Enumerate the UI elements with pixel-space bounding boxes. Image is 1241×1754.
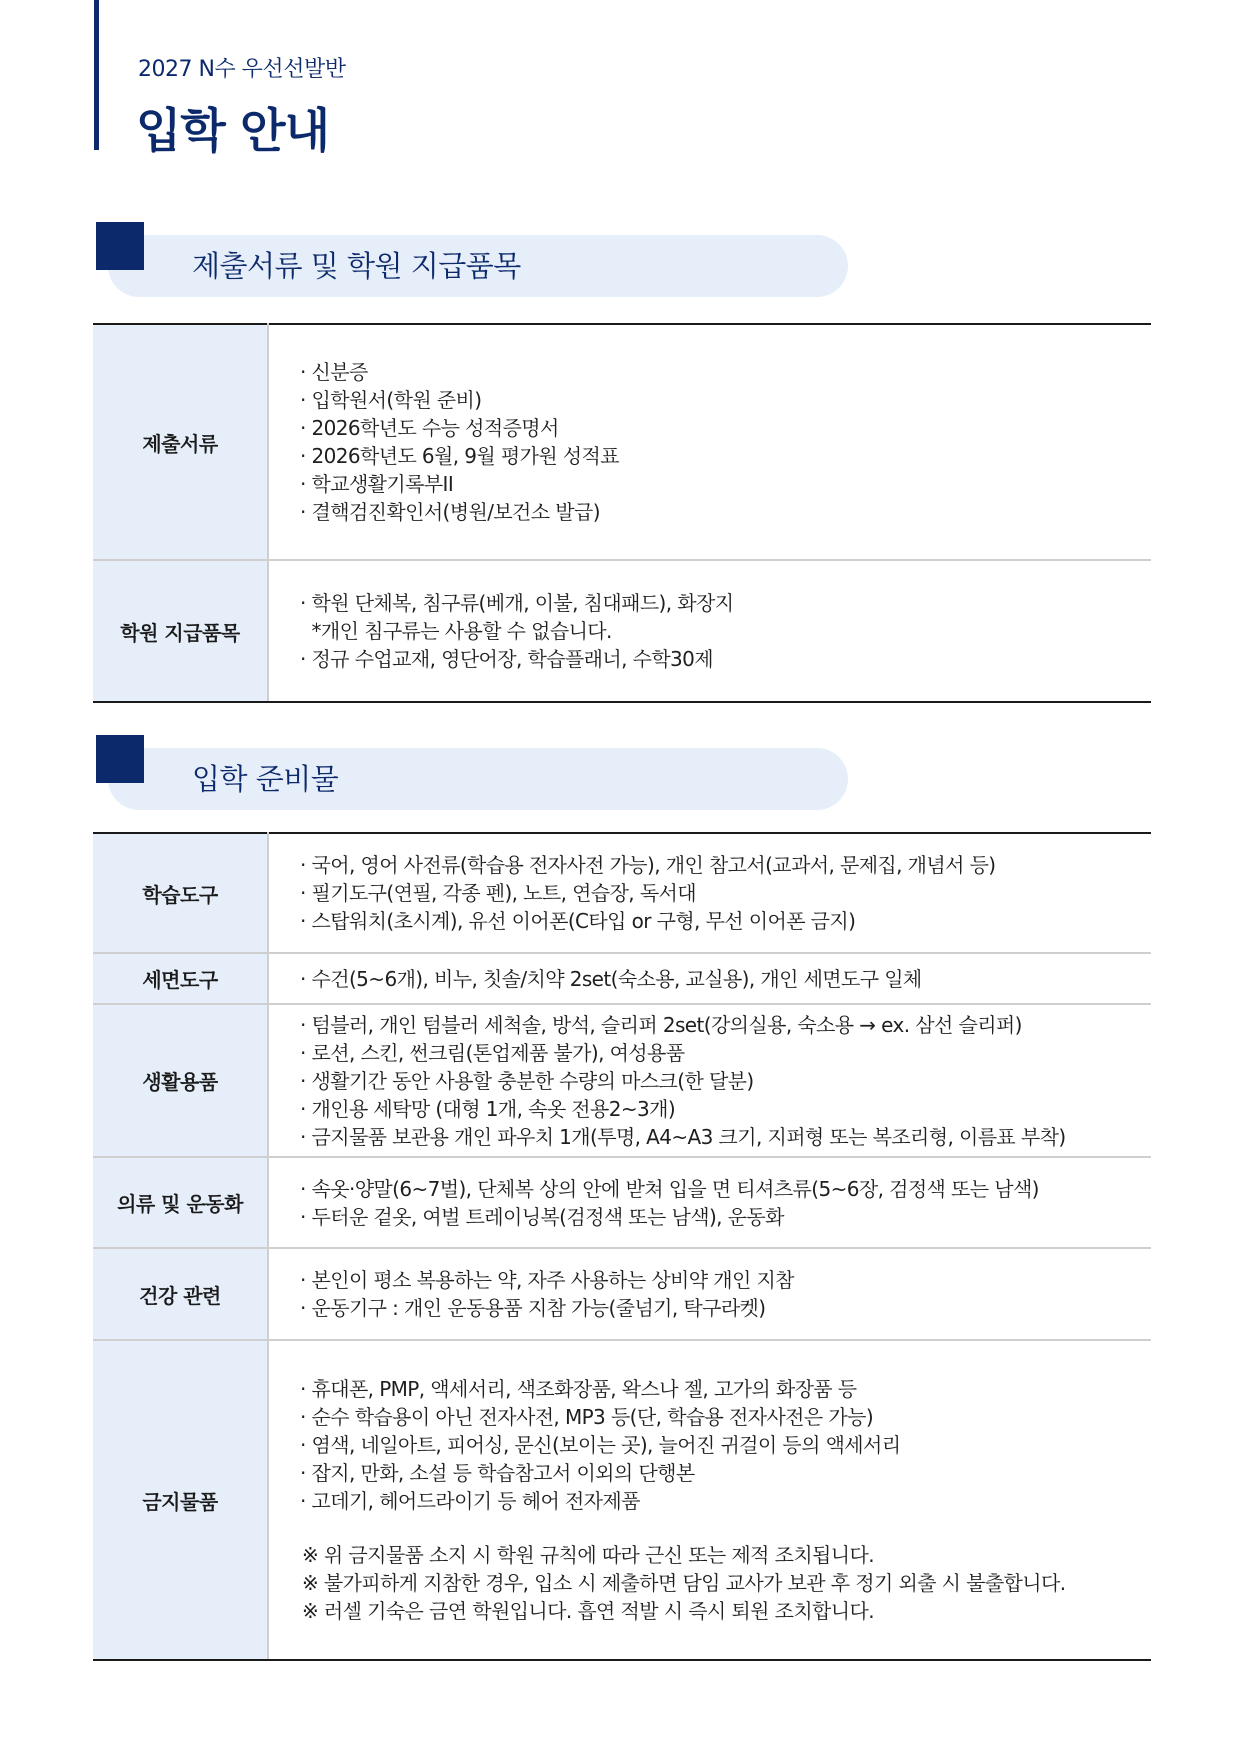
list-item: · 신분증 [300,360,368,384]
section-header-documents [96,222,856,302]
row-heading: 학원 지급품목 [93,560,268,702]
row-content [268,833,1151,953]
row-heading: 제출서류 [93,324,268,560]
list-item: · 학교생활기록부II [300,472,454,496]
list-item: · 속옷·양말(6~7벌), 단체복 상의 안에 받쳐 입을 면 티셔츠류(5~6장, 검정색 또는 남색) [300,1176,1039,1201]
page-title: 입학 안내 [136,104,329,159]
list-item: · 스탑워치(초시계), 유선 이어폰(C타입 or 구형, 무선 이어폰 금지) [300,909,856,933]
section-title-documents: 제출서류 및 학원 지급품목 [192,249,521,283]
supplies-table [93,832,1151,1661]
list-item: · 텀블러, 개인 텀블러 세척솔, 방석, 슬리퍼 2set(강의실용, 숙소용 → ex. 삼선 슬리퍼) [300,1012,1022,1037]
table-row [93,1248,1151,1340]
list-item: · 개인용 세탁망 (대형 1개, 속옷 전용2~3개) [300,1096,676,1121]
list-item: · 잡지, 만화, 소설 등 학습참고서 이외의 단행본 [300,1461,695,1485]
list-item: · 금지물품 보관용 개인 파우치 1개(투명, A4~A3 크기, 지퍼형 또는 복조리형, 이름표 부착) [300,1124,1066,1149]
list-item: · 로션, 스킨, 썬크림(톤업제품 불가), 여성용품 [300,1040,685,1065]
table-row [93,1340,1151,1660]
list-item: · 생활기간 동안 사용할 충분한 수량의 마스크(한 달분) [300,1068,754,1093]
list-item: · 정규 수업교재, 영단어장, 학습플래너, 수학30제 [300,647,714,671]
table-row [93,1157,1151,1248]
row-heading: 세면도구 [93,953,268,1004]
list-item: *개인 침구류는 사용할 수 없습니다. [300,619,612,643]
section-marker-square [96,735,144,783]
notice-text: ※ 불가피하게 지참한 경우, 입소 시 제출하면 담임 교사가 보관 후 정기 외출 시 불출합니다. [302,1571,1066,1595]
list-item: · 순수 학습용이 아닌 전자사전, MP3 등(단, 학습용 전자사전은 가능) [300,1405,874,1429]
row-heading: 건강 관련 [93,1248,268,1340]
list-item: · 두터운 겉옷, 여벌 트레이닝복(검정색 또는 남색), 운동화 [300,1204,784,1229]
section-header-supplies [96,735,856,815]
list-item: · 본인이 평소 복용하는 약, 자주 사용하는 상비약 개인 지참 [300,1268,794,1292]
spacer [300,1515,1150,1541]
list-item: · 결핵검진확인서(병원/보건소 발급) [300,500,600,524]
row-heading: 금지물품 [93,1340,268,1660]
list-item: · 고데기, 헤어드라이기 등 헤어 전자제품 [300,1489,640,1513]
list-item: · 국어, 영어 사전류(학습용 전자사전 가능), 개인 참고서(교과서, 문제집, 개념서 등) [300,853,996,877]
list-item: · 학원 단체복, 침구류(베개, 이불, 침대패드), 화장지 [300,591,734,615]
row-content [268,324,1151,560]
table-row [93,560,1151,702]
row-heading: 의류 및 운동화 [93,1157,268,1248]
list-item: · 휴대폰, PMP, 액세서리, 색조화장품, 왁스나 젤, 고가의 화장품 등 [300,1377,857,1401]
row-content [268,1004,1151,1157]
list-item: · 필기도구(연필, 각종 펜), 노트, 연습장, 독서대 [300,881,696,905]
section-title-supplies: 입학 준비물 [192,762,339,796]
list-item: · 2026학년도 수능 성적증명서 [300,416,559,440]
list-item: · 운동기구 : 개인 운동용품 지참 가능(줄넘기, 탁구라켓) [300,1296,766,1320]
notice-text: ※ 러셀 기숙은 금연 학원입니다. 흡연 적발 시 즉시 퇴원 조치합니다. [302,1599,874,1623]
row-content [268,1340,1151,1660]
page-subtitle: 2027 N수 우선선발반 [138,57,346,82]
title-accent-bar [94,0,99,150]
list-item: · 2026학년도 6월, 9월 평가원 성적표 [300,444,619,468]
row-content [268,1157,1151,1248]
row-content [268,953,1151,1004]
notice-text: ※ 위 금지물품 소지 시 학원 규칙에 따라 근신 또는 제적 조치됩니다. [302,1543,874,1567]
table-row [93,324,1151,560]
table-row [93,953,1151,1004]
list-item: · 염색, 네일아트, 피어싱, 문신(보이는 곳), 늘어진 귀걸이 등의 액세서리 [300,1433,901,1457]
section-marker-square [96,222,144,270]
table-row [93,1004,1151,1157]
table-row [93,833,1151,953]
row-heading: 생활용품 [93,1004,268,1157]
row-content [268,1248,1151,1340]
row-content [268,560,1151,702]
list-item: · 입학원서(학원 준비) [300,388,482,412]
documents-table [93,323,1151,703]
list-item: · 수건(5~6개), 비누, 칫솔/치약 2set(숙소용, 교실용), 개인 세면도구 일체 [300,966,922,991]
row-heading: 학습도구 [93,833,268,953]
